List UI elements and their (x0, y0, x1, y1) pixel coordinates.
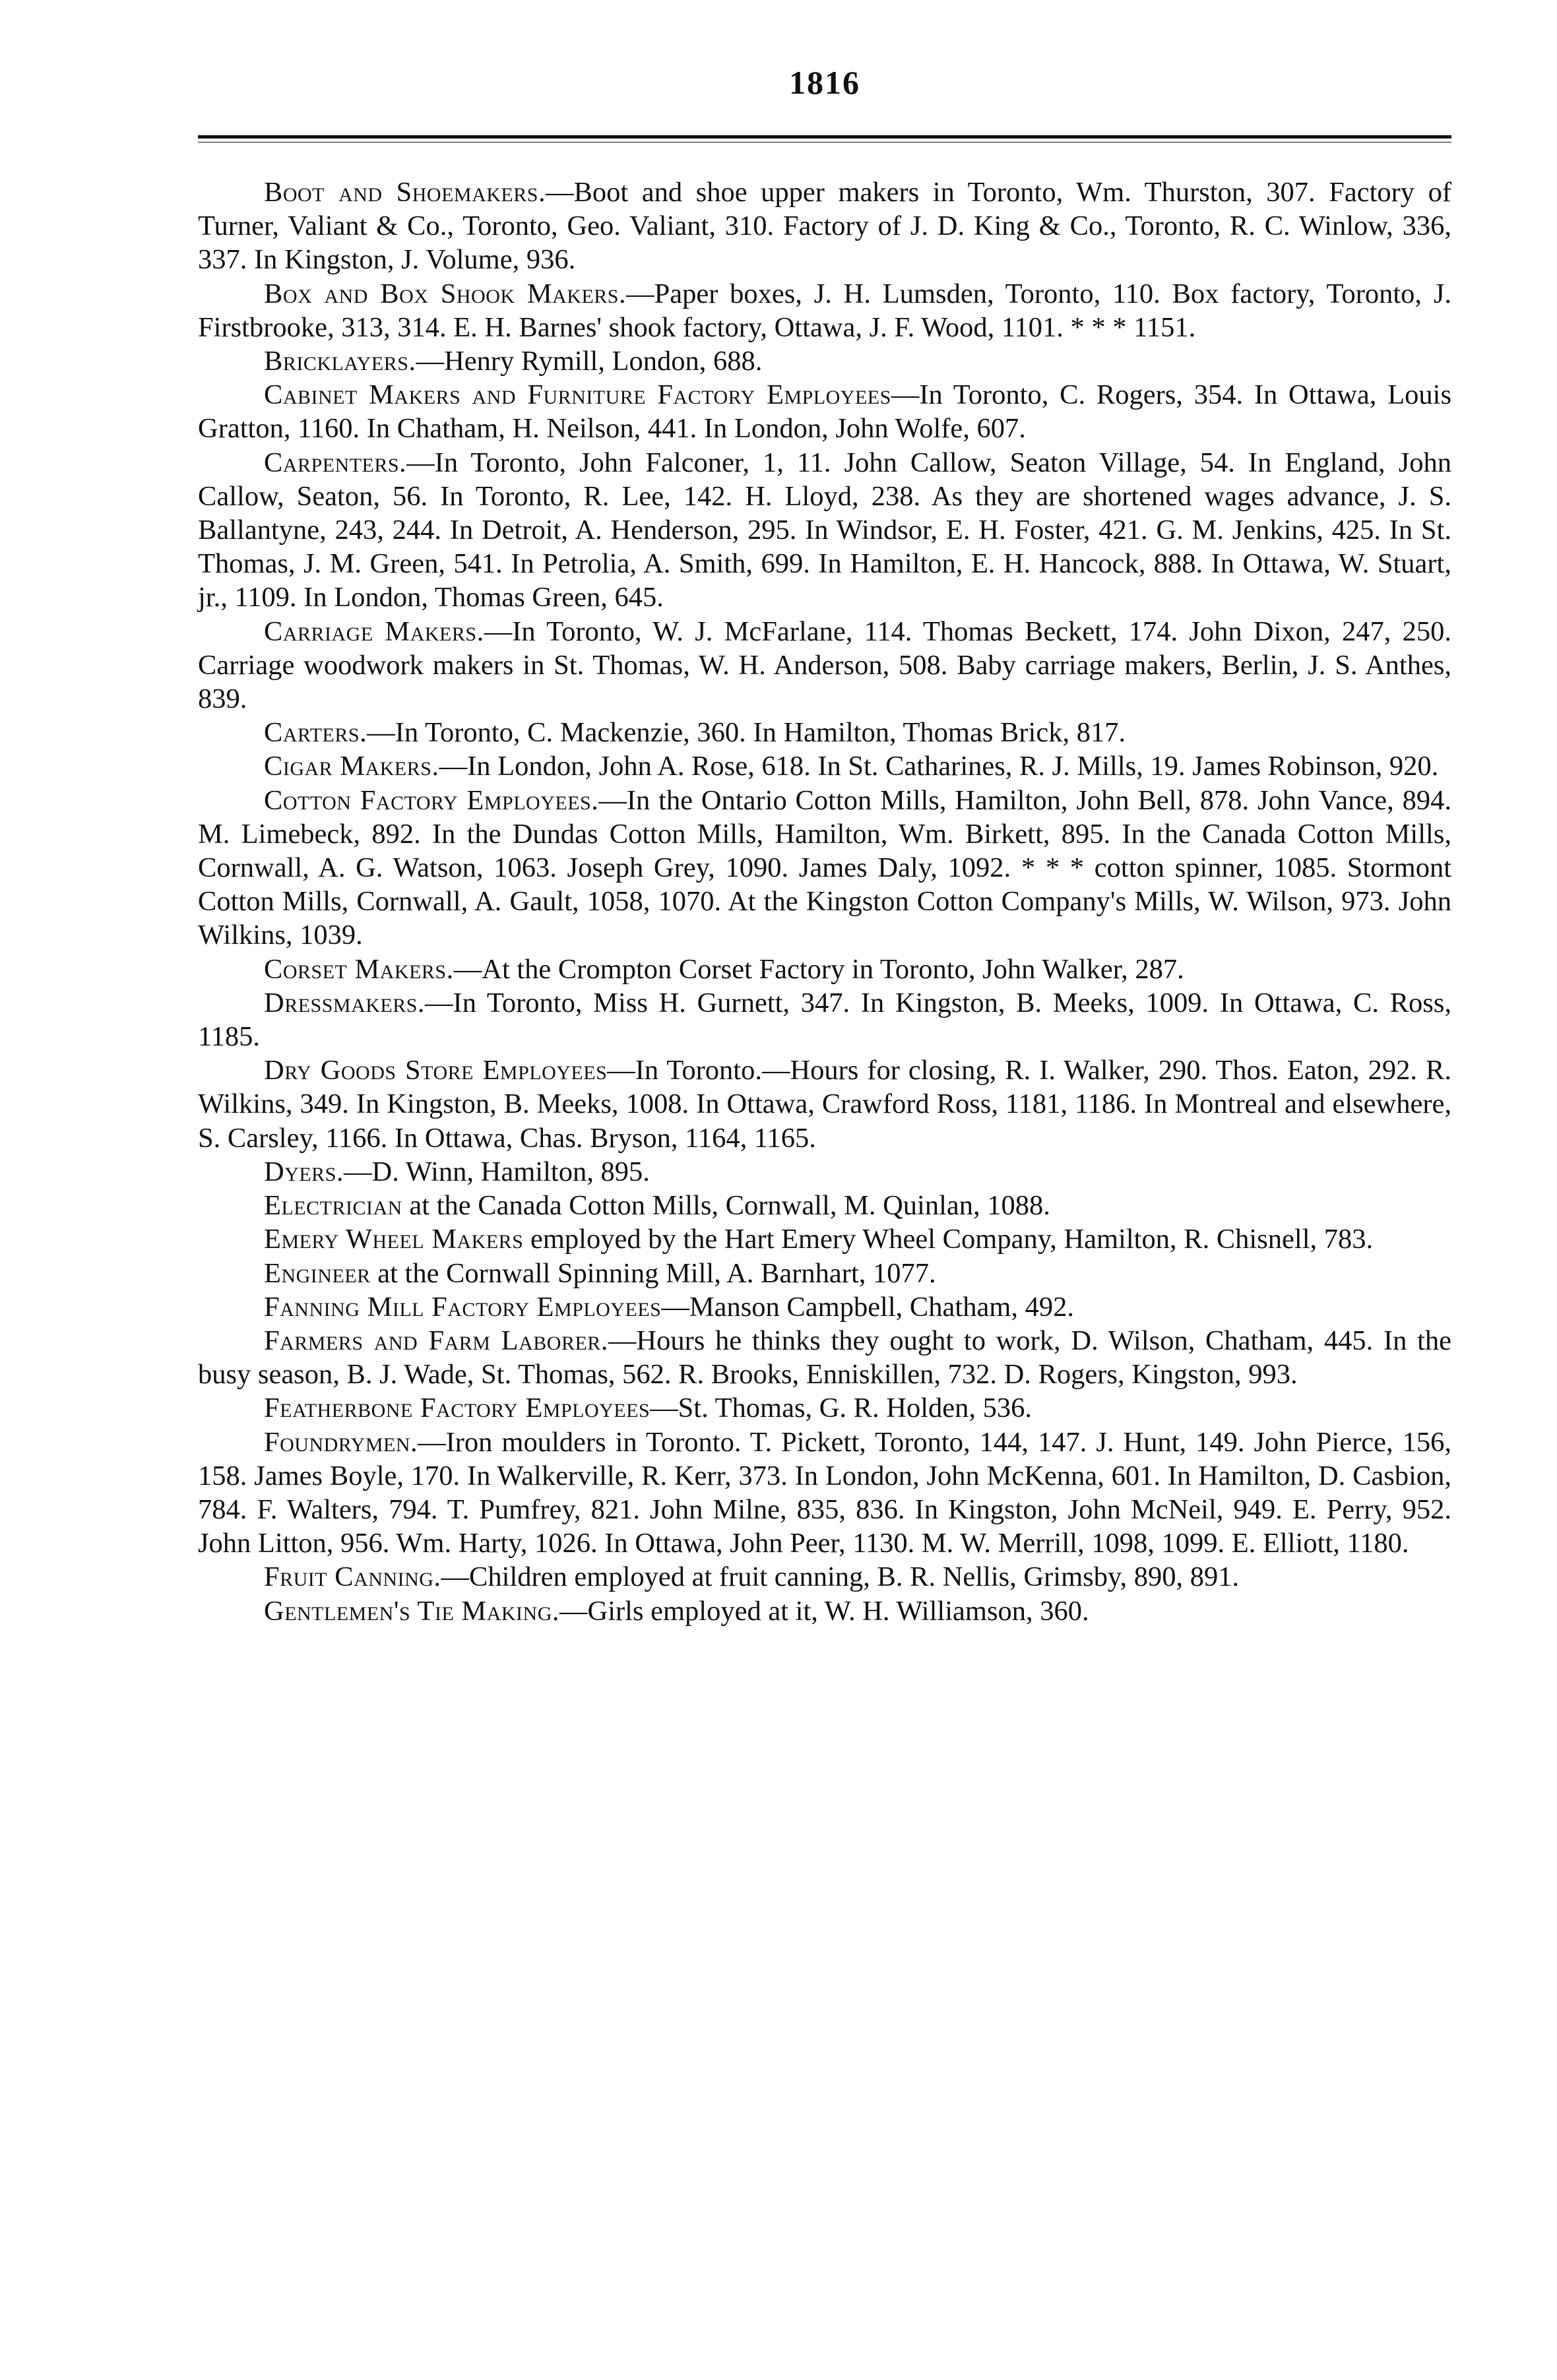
index-entry (198, 1324, 1451, 1391)
entry-text: —Manson Campbell, Chatham, 492. (661, 1291, 1074, 1323)
entry-heading: Fruit Canning. (264, 1561, 441, 1593)
entry-heading: Cigar Makers. (264, 751, 439, 782)
index-entry (198, 175, 1451, 277)
entry-text: —Iron moulders in Toronto. T. Pickett, Toronto, 144, 147. J. Hunt, 149. John Pierce, 156, 158. James Boyle, 170. In Walkerville, R. Kerr, 373. In London, John McKenna, 601. In Hamilton, D. Casbion, 784. F. Walters, 794. T. Pumfrey, 821. John Milne, 835, 836. In Kingston, John McNeil, 949. E. Perry, 952. John Litton, 956. Wm. Harty, 1026. In Ottawa, John Peer, 1130. M. W. Merrill, 1098, 1099. E. Elliott, 1180. (198, 1426, 1451, 1559)
header-rule-thick (198, 135, 1451, 139)
entry-text: —Girls employed at it, W. H. Williamson, 360. (559, 1595, 1089, 1627)
index-entry (198, 1594, 1451, 1628)
entry-heading: Carpenters. (264, 447, 407, 478)
entry-text: at the Cornwall Spinning Mill, A. Barnhart, 1077. (370, 1257, 936, 1289)
entry-heading: Emery Wheel Makers (264, 1224, 524, 1255)
entry-heading: Electrician (264, 1190, 402, 1222)
index-entry (198, 953, 1451, 986)
entry-text: —Children employed at fruit canning, B. R. Nellis, Grimsby, 890, 891. (441, 1561, 1240, 1593)
index-entry (198, 446, 1451, 615)
entry-heading: Fanning Mill Factory Employees (264, 1291, 662, 1323)
entry-heading: Boot and Shoemakers. (264, 177, 546, 208)
index-entry (198, 986, 1451, 1053)
index-entry (198, 1391, 1451, 1425)
index-entry (198, 1155, 1451, 1189)
page-number: 1816 (789, 64, 860, 101)
entry-text: at the Canada Cotton Mills, Cornwall, M. Quinlan, 1088. (402, 1190, 1050, 1222)
index-entry (198, 1425, 1451, 1561)
entry-text: —D. Winn, Hamilton, 895. (344, 1156, 650, 1187)
index-body (198, 175, 1451, 1628)
entry-heading: Cabinet Makers and Furniture Factory Employees (264, 379, 891, 411)
index-entry (198, 1189, 1451, 1222)
index-entry (198, 1560, 1451, 1594)
index-entry (198, 1290, 1451, 1324)
index-entry (198, 1053, 1451, 1155)
entry-heading: Dressmakers. (264, 987, 426, 1018)
entry-heading: Engineer (264, 1257, 371, 1289)
entry-text: —Boot and shoe upper makers in Toronto, Wm. Thurston, 307. Factory of Turner, Valiant & Co., Toronto, Geo. Valiant, 310. Factory of J. D. King & Co., Toronto, R. C. Winlow, 336, 337. In Kingston, J. Volume, 936. (198, 177, 1451, 276)
entry-text: —In Toronto, C. Rogers, 354. In Ottawa, Louis Gratton, 1160. In Chatham, H. Neilson, 441. In London, John Wolfe, 607. (198, 379, 1452, 445)
entry-text: employed by the Hart Emery Wheel Company, Hamilton, R. Chisnell, 783. (523, 1224, 1374, 1255)
entry-text: —In London, John A. Rose, 618. In St. Catharines, R. J. Mills, 19. James Robinson, 920. (439, 751, 1439, 782)
entry-text: —In Toronto, John Falconer, 1, 11. John Callow, Seaton Village, 54. In England, John Callow, Seaton, 56. In Toronto, R. Lee, 142. H. Lloyd, 238. As they are shortened wages advance, J. S. Ballantyne, 243, 244. In Detroit, A. Henderson, 295. In Windsor, E. H. Foster, 421. G. M. Jenkins, 425. In St. Thomas, J. M. Green, 541. In Petrolia, A. Smith, 699. In Hamilton, E. H. Hancock, 888. In Ottawa, W. Stuart, jr., 1109. In London, Thomas Green, 645. (198, 447, 1451, 613)
entry-text: —At the Crompton Corset Factory in Toronto, John Walker, 287. (453, 953, 1184, 985)
index-entry (198, 784, 1451, 953)
entry-text: —In Toronto, C. Mackenzie, 360. In Hamilton, Thomas Brick, 817. (367, 717, 1126, 749)
index-entry (198, 1222, 1451, 1256)
index-entry (198, 615, 1451, 716)
entry-heading: Dyers. (264, 1156, 344, 1187)
entry-heading: Dry Goods Store Employees (264, 1055, 608, 1086)
index-entry (198, 344, 1451, 378)
entry-text: —In the Ontario Cotton Mills, Hamilton, John Bell, 878. John Vance, 894. M. Limebeck, 892. In the Dundas Cotton Mills, Hamilton, Wm. Birkett, 895. In the Canada Cotton Mills, Cornwall, A. G. Watson, 1063. Joseph Grey, 1090. James Daly, 1092. * * * cotton spinner, 1085. Stormont Cotton Mills, Cornwall, A. Gault, 1058, 1070. At the Kingston Cotton Company's Mills, W. Wilson, 973. John Wilkins, 1039. (198, 784, 1451, 951)
entry-heading: Box and Box Shook Makers. (264, 278, 627, 309)
entry-heading: Cotton Factory Employees. (264, 784, 599, 816)
entry-text: —Hours he thinks they ought to work, D. Wilson, Chatham, 445. In the busy season, B. J. Wade, St. Thomas, 562. R. Brooks, Enniskillen, 732. D. Rogers, Kingston, 993. (198, 1325, 1451, 1391)
entry-text: —Paper boxes, J. H. Lumsden, Toronto, 110. Box factory, Toronto, J. Firstbrooke, 313, 314. E. H. Barnes' shook factory, Ottawa, J. F. Wood, 1101. * * * 1151. (198, 278, 1451, 343)
entry-heading: Farmers and Farm Laborer. (264, 1325, 608, 1356)
document-page (198, 59, 1451, 1628)
index-entry (198, 277, 1451, 344)
entry-text: —In Toronto, Miss H. Gurnett, 347. In Kingston, B. Meeks, 1009. In Ottawa, C. Ross, 1185. (198, 987, 1451, 1053)
entry-heading: Carriage Makers. (264, 615, 484, 647)
entry-heading: Corset Makers. (264, 953, 454, 985)
entry-text: —In Toronto.—Hours for closing, R. I. Walker, 290. Thos. Eaton, 292. R. Wilkins, 349. In Kingston, B. Meeks, 1008. In Ottawa, Crawford Ross, 1181, 1186. In Montreal and elsewhere, S. Carsley, 1166. In Ottawa, Chas. Bryson, 1164, 1165. (198, 1055, 1451, 1154)
entry-text: —Henry Rymill, London, 688. (416, 346, 763, 377)
entry-heading: Foundrymen. (264, 1426, 418, 1458)
entry-heading: Carters. (264, 717, 367, 749)
entry-heading: Bricklayers. (264, 346, 416, 377)
entry-heading: Gentlemen's Tie Making. (264, 1595, 559, 1627)
entry-text: —In Toronto, W. J. McFarlane, 114. Thomas Beckett, 174. John Dixon, 247, 250. Carriage woodwork makers in St. Thomas, W. H. Anderson, 508. Baby carriage makers, Berlin, J. S. Anthes, 839. (198, 615, 1451, 715)
entry-heading: Featherbone Factory Employees (264, 1393, 651, 1424)
entry-text: —St. Thomas, G. R. Holden, 536. (650, 1393, 1033, 1424)
index-entry (198, 378, 1451, 445)
index-entry (198, 749, 1451, 783)
index-entry (198, 1257, 1451, 1290)
index-entry (198, 716, 1451, 749)
